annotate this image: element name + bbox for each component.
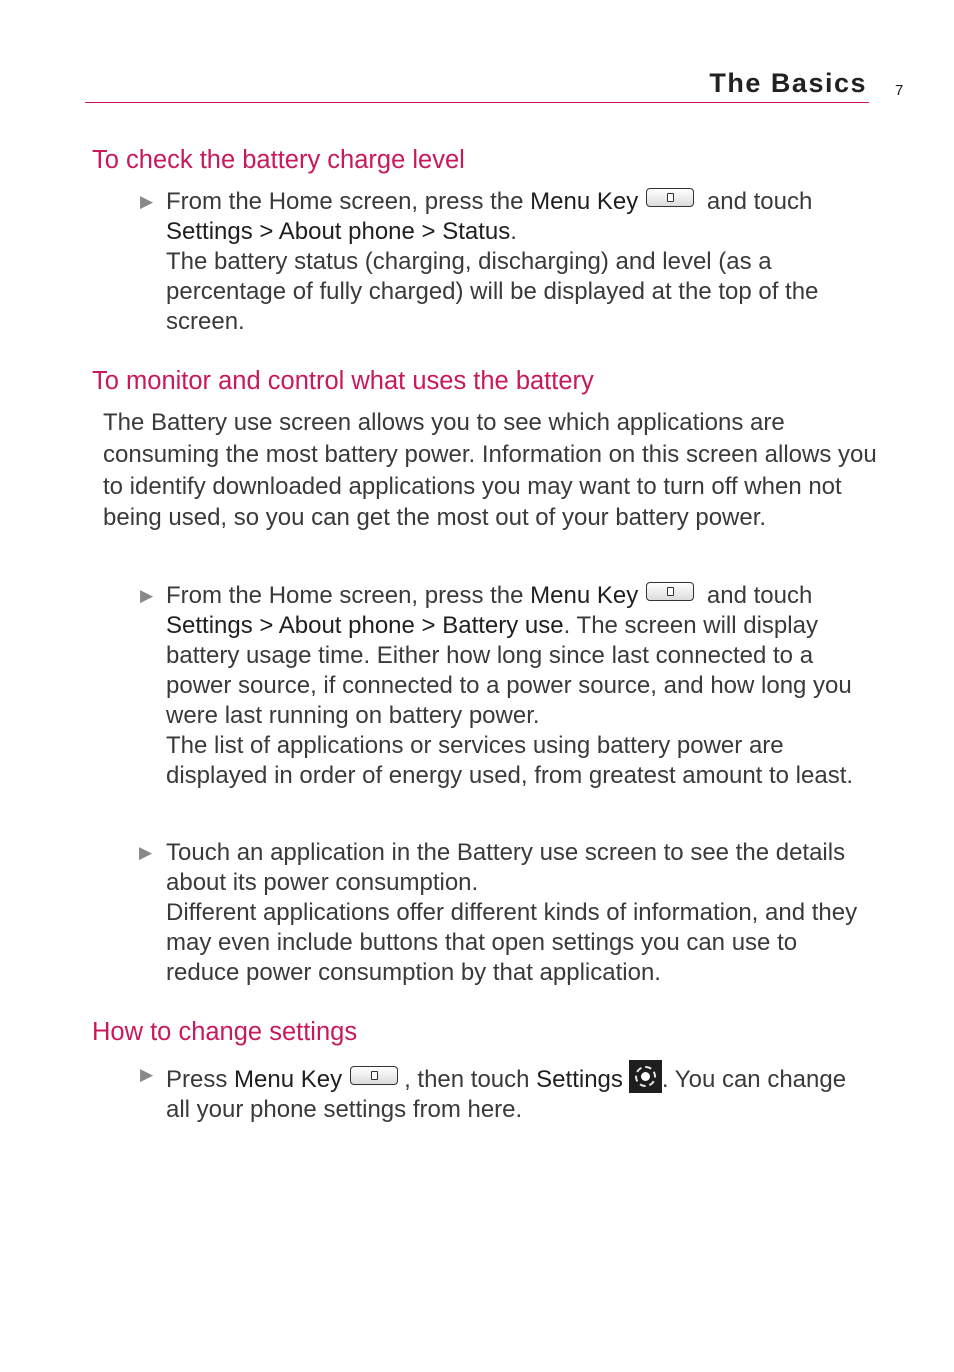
menu-key-icon (350, 1066, 398, 1085)
settings-path: Settings > About phone > Battery use (166, 612, 564, 639)
bullet-item (139, 838, 876, 988)
bullet-text-tail: . The screen will display battery usage time. Either how long since last connected to a power source, if connected to a power source, and how long you were last running on battery power. (166, 612, 852, 729)
bullet-text-mid: and touch (700, 582, 813, 609)
menu-key-icon (646, 188, 694, 207)
bullet-text (166, 581, 876, 731)
menu-key-label: Menu Key (530, 582, 639, 609)
section-heading-battery-level: To check the battery charge level (92, 146, 465, 174)
settings-path: Settings > About phone > Status (166, 218, 511, 245)
bullet-description: The list of applications or services using battery power are displayed in order of energy used, from greatest amount to least. (166, 732, 854, 789)
bullet-text (166, 1060, 876, 1125)
bullet-arrow-icon: ▶ (140, 1065, 154, 1084)
menu-key-label: Menu Key (530, 188, 639, 215)
bullet-text-lead: From the Home screen, press the (166, 582, 531, 609)
bullet-text-tail: . (510, 218, 517, 245)
bullet-text-lead: From the Home screen, press the (166, 188, 531, 215)
bullet-arrow-icon: ▶ (139, 843, 153, 862)
menu-key-icon (646, 582, 694, 601)
bullet-arrow-icon: ▶ (140, 586, 154, 605)
bullet-text-mid: , then touch (404, 1066, 537, 1093)
bullet-text-mid: and touch (700, 188, 813, 215)
bullet-text-tail: . You can change all your phone settings from here. (166, 1066, 847, 1123)
section-intro: The Battery use screen allows you to see which applications are consuming the most battery power. Information on this screen allows you to identify downloaded applications you may want to turn off when not being used, so you can get the most out of your battery power. (103, 409, 877, 532)
bullet-description: The battery status (charging, discharging) and level (as a percentage of fully charged) will be displayed at the top of the screen. (166, 248, 819, 335)
section-heading-change-settings: How to change settings (92, 1018, 358, 1046)
bullet-arrow-icon: ▶ (140, 192, 154, 211)
header-title: The Basics (709, 68, 867, 98)
bullet-item (140, 581, 876, 791)
bullet-item (140, 187, 876, 337)
menu-key-label: Menu Key (234, 1066, 343, 1093)
bullet-text: Touch an application in the Battery use screen to see the details about its power consumption. (166, 839, 846, 896)
bullet-text-lead: Press (166, 1066, 235, 1093)
settings-gear-icon (629, 1060, 662, 1093)
bullet-text (166, 187, 876, 247)
bullet-item (140, 1060, 876, 1125)
page-number: 7 (895, 82, 904, 99)
settings-label: Settings (536, 1066, 623, 1093)
header-divider (85, 102, 869, 103)
bullet-description: Different applications offer different kinds of information, and they may even include buttons that open settings you can use to reduce power consumption by that application. (166, 899, 858, 986)
section-heading-battery-usage: To monitor and control what uses the battery (92, 367, 594, 395)
